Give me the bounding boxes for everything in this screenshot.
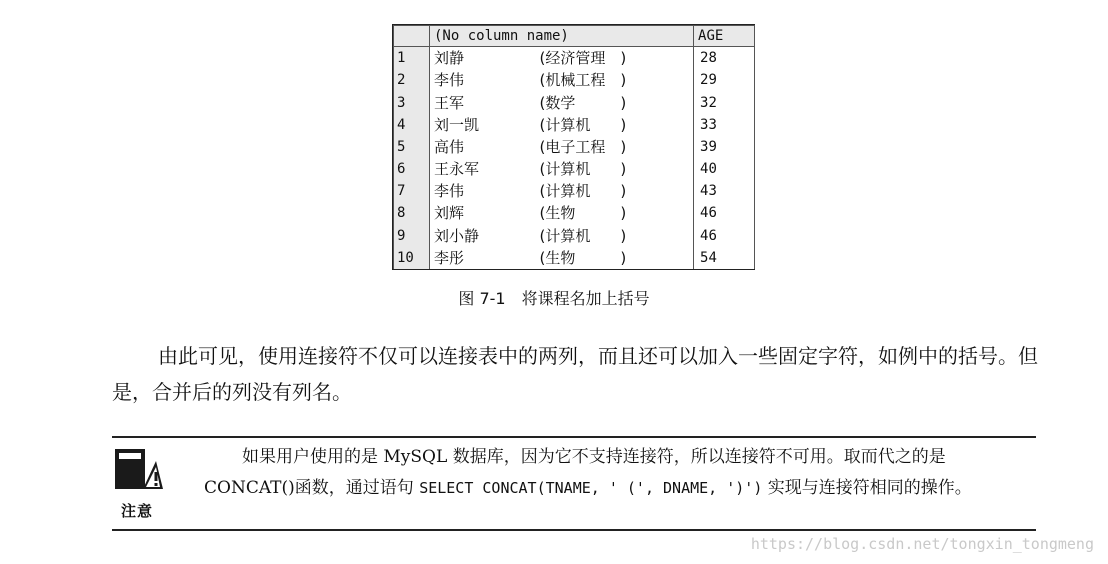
name-cell[interactable]: 王军 [430, 91, 532, 113]
department-cell[interactable]: (生物 ) [532, 202, 694, 224]
corner-cell [394, 26, 430, 47]
department-cell[interactable]: (数学 ) [532, 91, 694, 113]
table-row[interactable] [394, 180, 755, 202]
name-cell[interactable]: 刘静 [430, 47, 532, 70]
row-number[interactable]: 10 [394, 247, 430, 269]
age-cell[interactable]: 43 [694, 180, 755, 202]
note-icon-label: 注意 [120, 502, 153, 520]
figure-caption: 图 7-1 将课程名加上括号 [458, 289, 650, 308]
row-number[interactable]: 1 [394, 47, 430, 70]
note-top-rule [112, 436, 1036, 438]
age-cell[interactable]: 28 [694, 47, 755, 70]
result-grid [392, 24, 755, 270]
note-text [204, 442, 1038, 504]
age-cell[interactable]: 54 [694, 247, 755, 269]
age-cell[interactable]: 46 [694, 225, 755, 247]
table-row[interactable] [394, 247, 755, 269]
table-row[interactable] [394, 91, 755, 113]
department-cell[interactable]: (电子工程 ) [532, 136, 694, 158]
note-text-after: 实现与连接符相同的操作。 [762, 478, 972, 498]
row-number[interactable]: 9 [394, 225, 430, 247]
row-number[interactable]: 8 [394, 202, 430, 224]
name-cell[interactable]: 刘小静 [430, 225, 532, 247]
row-number[interactable]: 5 [394, 136, 430, 158]
watermark-url: https://blog.csdn.net/tongxin_tongmeng [750, 535, 1094, 553]
name-cell[interactable]: 王永军 [430, 158, 532, 180]
table-row[interactable] [394, 47, 755, 70]
row-number[interactable]: 4 [394, 114, 430, 136]
department-cell[interactable]: (经济管理 ) [532, 47, 694, 70]
department-cell[interactable]: (机械工程 ) [532, 69, 694, 91]
age-cell[interactable]: 33 [694, 114, 755, 136]
row-number[interactable]: 2 [394, 69, 430, 91]
name-cell[interactable]: 李彤 [430, 247, 532, 269]
table-row[interactable] [394, 225, 755, 247]
name-cell[interactable]: 李伟 [430, 180, 532, 202]
column-header-no-column-name[interactable]: (No column name) [430, 26, 694, 47]
table-row[interactable] [394, 114, 755, 136]
body-paragraph: 由此可见，使用连接符不仅可以连接表中的两列，而且还可以加入一些固定字符，如例中的括号。但是，合并后的列没有列名。 [112, 344, 1038, 404]
table-row[interactable] [394, 158, 755, 180]
name-cell[interactable]: 高伟 [430, 136, 532, 158]
age-cell[interactable]: 29 [694, 69, 755, 91]
row-number[interactable]: 7 [394, 180, 430, 202]
grid-body [394, 47, 755, 270]
note-text-before: 如果用户使用的是 MySQL 数据库，因为它不支持连接符，所以连接符不可用。取而代之的是 CONCAT()函数，通过语句 [204, 447, 946, 498]
department-cell[interactable]: (计算机 ) [532, 180, 694, 202]
age-cell[interactable]: 46 [694, 202, 755, 224]
table-row[interactable] [394, 69, 755, 91]
note-bottom-rule [112, 529, 1036, 531]
result-table [393, 25, 755, 269]
name-cell[interactable]: 李伟 [430, 69, 532, 91]
row-number[interactable]: 6 [394, 158, 430, 180]
header-row [394, 26, 755, 47]
name-cell[interactable]: 刘辉 [430, 202, 532, 224]
age-cell[interactable]: 40 [694, 158, 755, 180]
department-cell[interactable]: (计算机 ) [532, 225, 694, 247]
note-code: SELECT CONCAT(TNAME, ' (', DNAME, ')') [419, 479, 763, 497]
table-row[interactable] [394, 202, 755, 224]
row-number[interactable]: 3 [394, 91, 430, 113]
column-header-age[interactable]: AGE [694, 26, 755, 47]
age-cell[interactable]: 39 [694, 136, 755, 158]
department-cell[interactable]: (计算机 ) [532, 158, 694, 180]
table-row[interactable] [394, 136, 755, 158]
department-cell[interactable]: (计算机 ) [532, 114, 694, 136]
name-cell[interactable]: 刘一凯 [430, 114, 532, 136]
department-cell[interactable]: (生物 ) [532, 247, 694, 269]
age-cell[interactable]: 32 [694, 91, 755, 113]
